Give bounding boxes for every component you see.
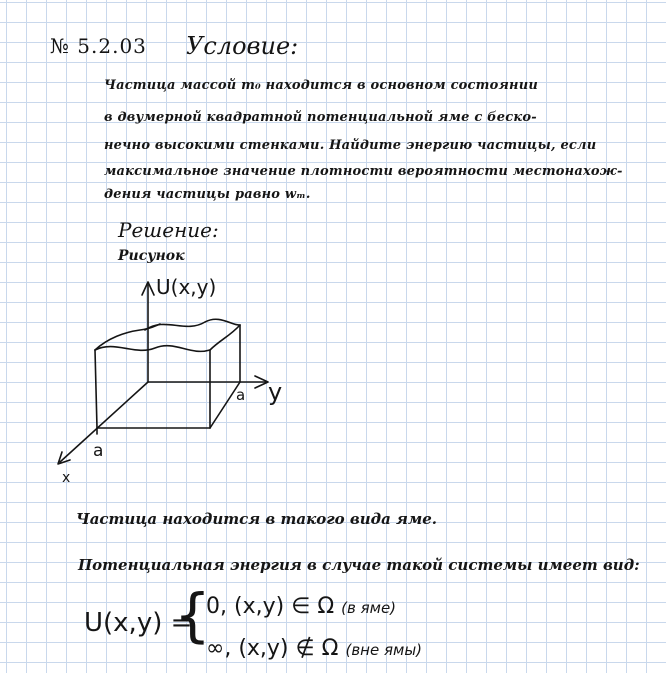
wall-top-back-edge <box>145 319 240 330</box>
equation-lhs: U(x,y) = <box>84 608 193 638</box>
body-line-2: Потенциальная энергия в случае такой системы имеет вид: <box>78 556 640 574</box>
x-axis-label: x <box>62 470 71 486</box>
condition-line-2: в двумерной квадратной потенциальной яме с беско- <box>104 110 537 125</box>
condition-line-4: максимальное значение плотности вероятности местонахож- <box>104 164 623 179</box>
solution-title: Решение: <box>118 218 219 242</box>
problem-number: № 5.2.03 <box>50 34 147 58</box>
equation-case-2-value: ∞, (x,y) ∉ Ω <box>206 636 339 661</box>
x-axis <box>60 382 148 462</box>
y-axis-label: y <box>268 378 283 406</box>
equation-case-1 <box>206 594 396 619</box>
body-line-1: Частица находится в такого вида яме. <box>76 510 437 528</box>
side-label-y: a <box>236 386 246 404</box>
condition-line-1: Частица массой m₀ находится в основном состоянии <box>104 78 539 93</box>
equation-case-2-note: (вне ямы) <box>345 641 423 659</box>
u-axis-label: U(x,y) <box>156 275 217 299</box>
condition-title: Условие: <box>186 32 299 60</box>
potential-well-figure <box>40 270 300 490</box>
wall-top-right-edge <box>210 325 240 350</box>
wall-top-front-edge <box>95 346 210 352</box>
side-label-x: a <box>93 441 104 461</box>
figure-label: Рисунок <box>118 248 185 264</box>
equation-case-1-value: 0, (x,y) ∈ Ω <box>206 594 335 619</box>
equation-case-1-note: (в яме) <box>341 599 397 617</box>
equation-case-2 <box>206 636 422 661</box>
wall-front-left <box>95 350 97 428</box>
condition-line-3: нечно высокими стенками. Найдите энергию частицы, если <box>104 138 597 153</box>
condition-line-5: дения частицы равно wₘ. <box>104 187 311 202</box>
equation-brace: { <box>174 581 211 649</box>
